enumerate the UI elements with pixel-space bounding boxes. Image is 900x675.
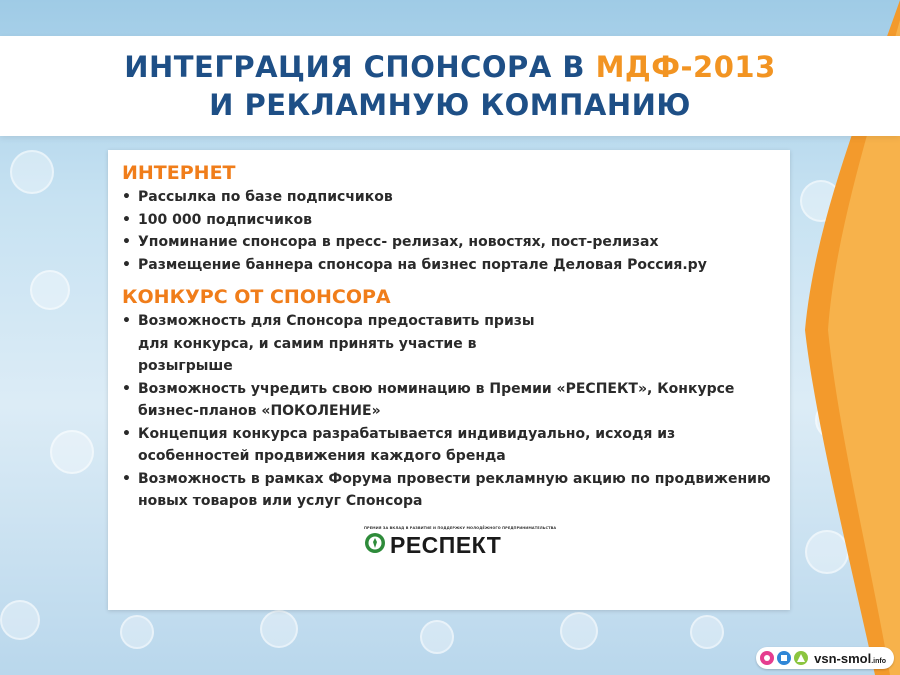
- watermark-icon: [777, 651, 791, 665]
- watermark-icon: [794, 651, 808, 665]
- list-item: • Упоминание спонсора в пресс- релизах, новостях, пост-релизах: [122, 231, 776, 254]
- list-item: • Возможность в рамках Форума провести рекламную акцию по продвижению новых товаров или услуг Спонсора: [122, 468, 778, 513]
- background-bubble: [420, 620, 454, 654]
- internet-list: [122, 186, 776, 276]
- section-heading-internet: ИНТЕРНЕТ: [122, 162, 236, 184]
- background-bubble: [0, 600, 40, 640]
- list-item: • Размещение баннера спонсора на бизнес портале Деловая Россия.ру: [122, 254, 776, 277]
- section-heading-contest: КОНКУРС ОТ СПОНСОРА: [122, 286, 391, 308]
- slide-header: [0, 36, 900, 136]
- site-watermark: [756, 647, 894, 669]
- respekt-logo: [364, 526, 557, 558]
- title-line1-prefix: ИНТЕГРАЦИЯ СПОНСОРА В: [124, 50, 596, 84]
- list-item: • Концепция конкурса разрабатывается индивидуально, исходя из особенностей продвижения каждого бренда: [122, 423, 778, 468]
- laurel-emblem-icon: [364, 532, 386, 558]
- slide-title: [0, 36, 900, 124]
- watermark-site: vsn-smol: [814, 650, 872, 666]
- contest-list: [122, 310, 776, 513]
- title-accent: МДФ-2013: [595, 50, 776, 84]
- list-item: • Рассылка по базе подписчиков: [122, 186, 776, 209]
- content-panel: [108, 150, 790, 610]
- logo-name: РЕСПЕКТ: [390, 532, 502, 558]
- background-bubble: [10, 150, 54, 194]
- watermark-icon: [760, 651, 774, 665]
- watermark-tld: .info: [871, 657, 886, 665]
- background-bubble: [50, 430, 94, 474]
- background-bubble: [260, 610, 298, 648]
- background-bubble: [30, 270, 70, 310]
- title-line2: И РЕКЛАМНУЮ КОМПАНИЮ: [209, 88, 691, 122]
- list-item: • 100 000 подписчиков: [122, 209, 776, 232]
- background-bubble: [560, 612, 598, 650]
- list-item: • Возможность для Спонсора предоставить призы для конкурса, и самим принять участие в розыгрыше: [122, 310, 558, 378]
- logo-caption: ПРЕМИЯ ЗА ВКЛАД В РАЗВИТИЕ И ПОДДЕРЖКУ МОЛОДЁЖНОГО ПРЕДПРИНИМАТЕЛЬСТВА: [364, 526, 557, 530]
- logo-row: [364, 532, 534, 558]
- background-bubble: [120, 615, 154, 649]
- background-bubble: [690, 615, 724, 649]
- watermark-text: [814, 651, 886, 666]
- list-item: • Возможность учредить свою номинацию в Премии «РЕСПЕКТ», Конкурсе бизнес-планов «ПОКОЛЕНИЕ»: [122, 378, 778, 423]
